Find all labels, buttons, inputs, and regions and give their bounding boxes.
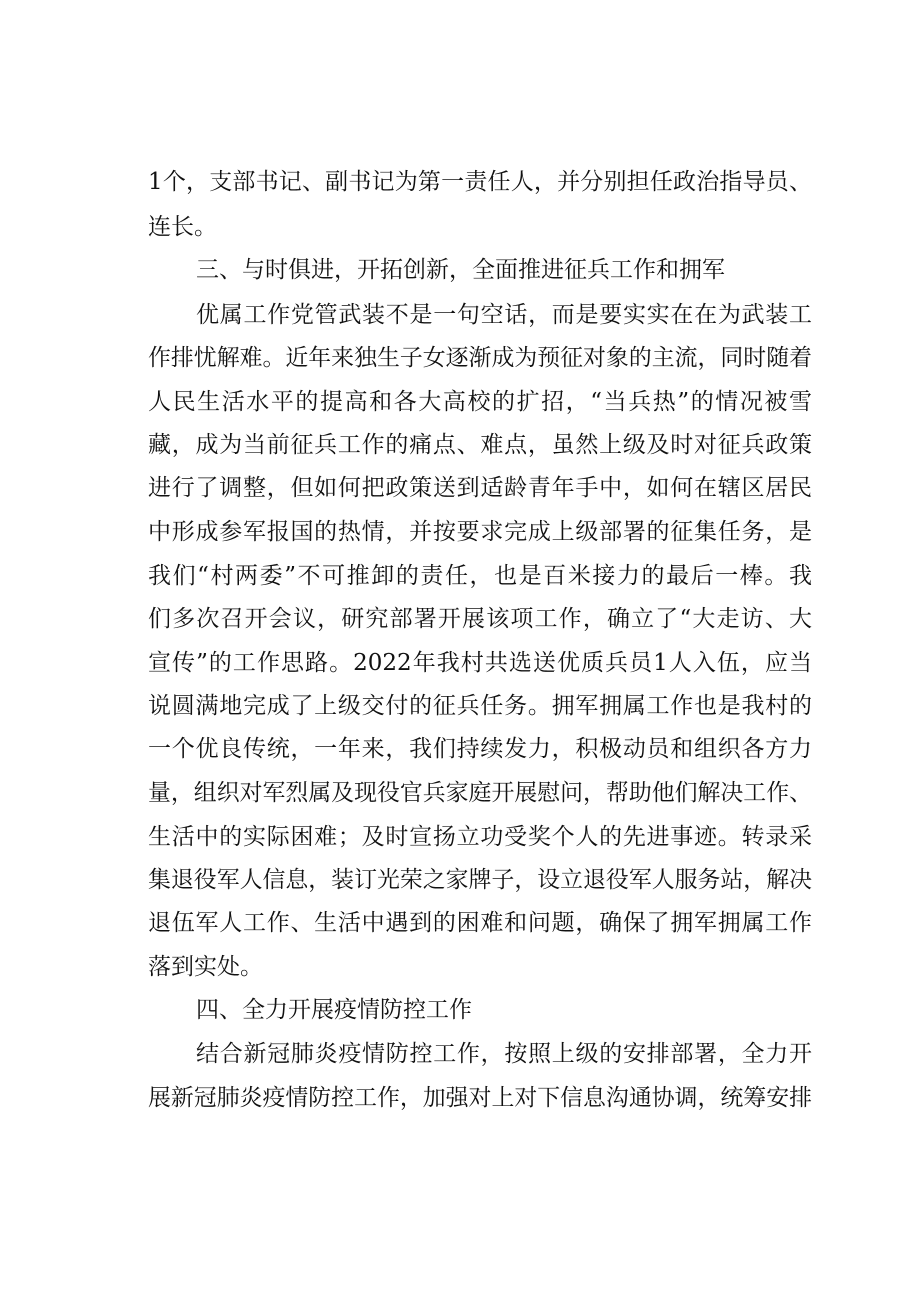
- paragraph-line: 作排忧解难。近年来独生子女逐渐成为预征对象的主流，同时随着: [148, 345, 812, 371]
- paragraph-line: 藏，成为当前征兵工作的痛点、难点，虽然上级及时对征兵政策: [148, 432, 812, 458]
- section-heading-3: 三、与时俱进，开拓创新，全面推进征兵工作和拥军: [196, 257, 725, 283]
- paragraph-line: 中形成参军报国的热情，并按要求完成上级部署的征集任务，是: [148, 519, 812, 545]
- paragraph-line: 结合新冠肺炎疫情防控工作，按照上级的安排部署，全力开: [196, 1041, 812, 1067]
- paragraph-line: 1个，支部书记、副书记为第一责任人，并分别担任政治指导员、: [148, 169, 812, 195]
- paragraph-line: 优属工作党管武装不是一句空话，而是要实实在在为武装工: [196, 302, 812, 328]
- paragraph-line: 展新冠肺炎疫情防控工作，加强对上对下信息沟通协调，统筹安排: [148, 1085, 812, 1111]
- paragraph-line: 人民生活水平的提高和各大高校的扩招，“当兵热”的情况被雪: [148, 389, 812, 415]
- paragraph-line: 说圆满地完成了上级交付的征兵任务。拥军拥属工作也是我村的: [148, 693, 812, 719]
- section-heading-4: 四、全力开展疫情防控工作: [196, 997, 472, 1023]
- paragraph-line: 量，组织对军烈属及现役官兵家庭开展慰问，帮助他们解决工作、: [148, 780, 812, 806]
- paragraph-line: 连长。: [148, 214, 217, 240]
- paragraph-line: 生活中的实际困难；及时宣扬立功受奖个人的先进事迹。转录采: [148, 824, 812, 850]
- paragraph-line: 们多次召开会议，研究部署开展该项工作，确立了“大走访、大: [148, 606, 812, 632]
- paragraph-line: 我们“村两委”不可推卸的责任，也是百米接力的最后一棒。我: [148, 563, 812, 589]
- paragraph-line: 宣传”的工作思路。2022年我村共选送优质兵员1人入伍，应当: [148, 650, 812, 676]
- paragraph-line: 退伍军人工作、生活中遇到的困难和问题，确保了拥军拥属工作: [148, 910, 812, 936]
- paragraph-line: 一个优良传统，一年来，我们持续发力，积极动员和组织各方力: [148, 736, 812, 762]
- paragraph-line: 进行了调整，但如何把政策送到适龄青年手中，如何在辖区居民: [148, 475, 812, 501]
- paragraph-line: 落到实处。: [148, 954, 263, 980]
- paragraph-line: 集退役军人信息，装订光荣之家牌子，设立退役军人服务站，解决: [148, 867, 812, 893]
